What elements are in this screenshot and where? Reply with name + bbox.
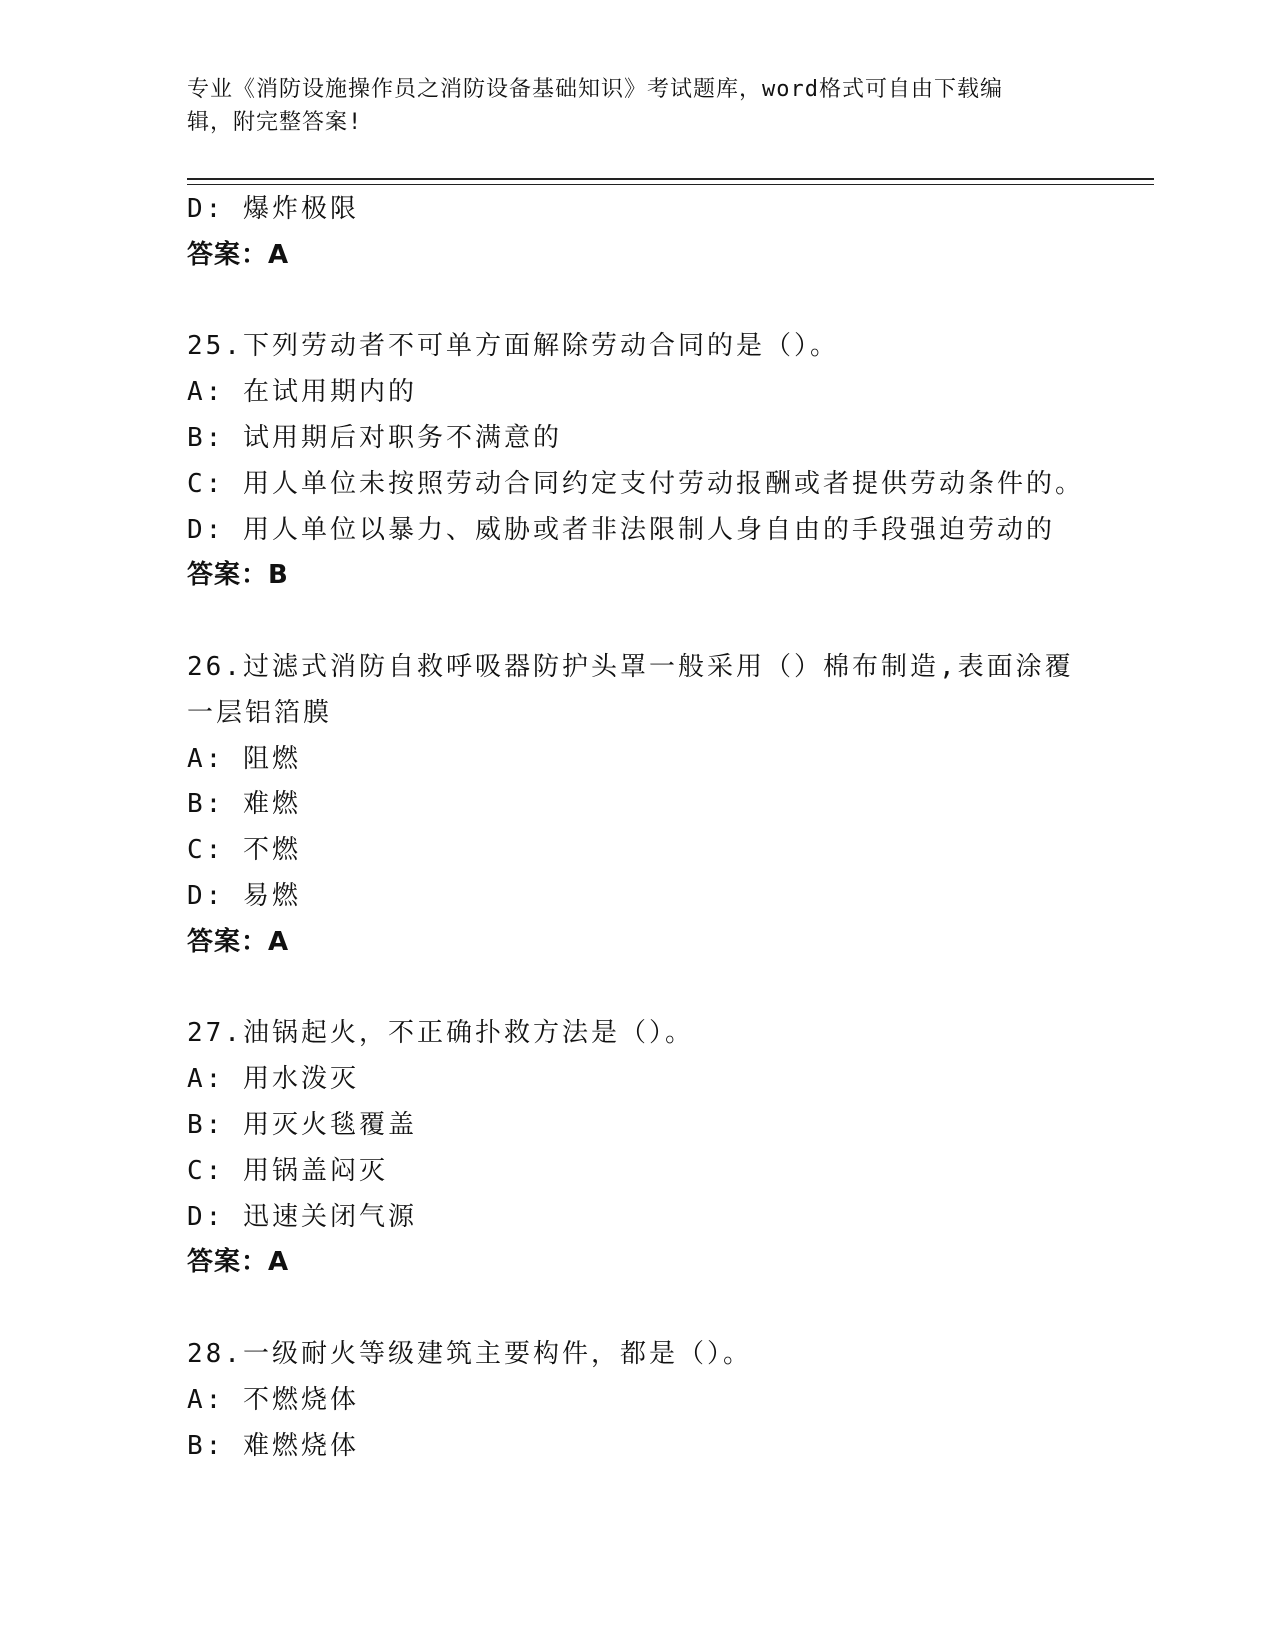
option-d: D: 迅速关闭气源 bbox=[187, 1201, 417, 1232]
option-a: A: 用水泼灭 bbox=[187, 1064, 359, 1095]
option-b: B: 难燃 bbox=[187, 789, 301, 820]
option-d: D: 易燃 bbox=[187, 880, 301, 911]
spacer bbox=[187, 279, 1087, 325]
header-rule-thick bbox=[187, 178, 1154, 180]
question-26 bbox=[187, 645, 1087, 966]
answer: 答案：A bbox=[187, 926, 290, 957]
spacer bbox=[187, 966, 1087, 1012]
option-a: A: 阻燃 bbox=[187, 743, 301, 774]
header-rule-thin bbox=[187, 184, 1154, 185]
option-c: C: 用锅盖闷灭 bbox=[187, 1155, 388, 1186]
spacer bbox=[187, 599, 1087, 645]
spacer bbox=[187, 1286, 1087, 1332]
option-b: B: 试用期后对职务不满意的 bbox=[187, 422, 562, 453]
answer: 答案：B bbox=[187, 560, 289, 591]
option-c: C: 用人单位未按照劳动合同约定支付劳动报酬或者提供劳动条件的。 bbox=[187, 468, 1084, 499]
question-stem-continued: 一层铝箔膜 bbox=[187, 697, 333, 728]
option-d: D: 用人单位以暴力、威胁或者非法限制人身自由的手段强迫劳动的 bbox=[187, 514, 1055, 545]
prev-answer: 答案：A bbox=[187, 239, 290, 270]
answer: 答案：A bbox=[187, 1247, 290, 1278]
header-line-1: 专业《消防设施操作员之消防设备基础知识》考试题库，word格式可自由下载编 bbox=[187, 77, 1003, 102]
question-stem: 27.油锅起火，不正确扑救方法是（）。 bbox=[187, 1018, 694, 1049]
question-stem: 25.下列劳动者不可单方面解除劳动合同的是（）。 bbox=[187, 331, 839, 362]
question-28 bbox=[187, 1332, 1087, 1469]
question-stem: 26.过滤式消防自救呼吸器防护头罩一般采用（）棉布制造,表面涂覆 bbox=[187, 651, 1074, 682]
prev-option-d: D: 爆炸极限 bbox=[187, 194, 359, 224]
header-line-2: 辑，附完整答案! bbox=[187, 110, 363, 135]
option-c: C: 不燃 bbox=[187, 835, 301, 866]
option-a: A: 不燃烧体 bbox=[187, 1384, 359, 1415]
document-header bbox=[187, 73, 1087, 139]
question-list bbox=[187, 187, 1087, 1469]
question-27 bbox=[187, 1011, 1087, 1286]
option-b: B: 难燃烧体 bbox=[187, 1430, 359, 1461]
option-a: A: 在试用期内的 bbox=[187, 377, 417, 408]
question-stem: 28.一级耐火等级建筑主要构件，都是（）。 bbox=[187, 1338, 752, 1369]
option-b: B: 用灭火毯覆盖 bbox=[187, 1109, 417, 1140]
question-25 bbox=[187, 324, 1087, 599]
